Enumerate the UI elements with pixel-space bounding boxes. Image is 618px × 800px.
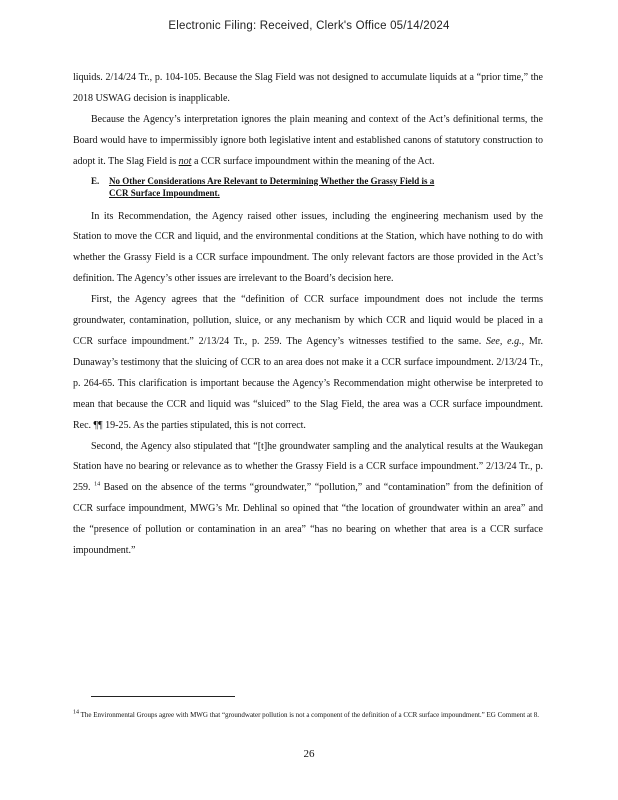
section-heading-line-2: CCR Surface Impoundment. [109,187,220,198]
paragraph-first-tail: , Mr. Dunaway’s testimony that the sluicing of CCR to an area does not make it a CCR surface impoundment. 2/13/24 Tr., p. 264-65. This clarification is important because the Agency’s Recommendation might otherwise be interpreted to mean that because the CCR and liquid was “sluiced” to the Slag Field, the area was a CCR surface impoundment. Rec. ¶¶ 19-25. As the parties stipulated, this is not correct. [73,335,543,431]
footnote-number: 14 [73,709,79,716]
electronic-filing-stamp: Electronic Filing: Received, Clerk's Office 05/14/2024 [168,20,450,32]
section-heading-e [91,175,543,199]
paragraph-first-text: First, the Agency agrees that the “definition of CCR surface impoundment does not include the terms groundwater, contamination, pollution, sluice, or any mechanism by which CCR and liquid would be placed in a CCR surface impoundment.” 2/13/24 Tr., p. 259. The Agency’s witnesses testified to the same. [73,294,543,347]
paragraph-first [73,290,543,436]
document-body [73,68,543,562]
footnote-reference-14[interactable]: 14 [94,481,101,488]
emphasis-not: not [178,155,192,167]
footnote-14 [73,710,543,720]
paragraph-second [73,437,543,562]
citation-eg: , e.g. [499,335,522,347]
paragraph-agency-interpretation-text: Because the Agency’s interpretation ignores the plain meaning and context of the Act’s definitional terms, the Board would have to impermissibly ignore both legislative intent and established canons of statutory construction to adopt it. The Slag Field is [73,113,543,167]
footnote-text: The Environmental Groups agree with MWG that “groundwater pollution is not a component of the definition of a CCR surface impoundment.” EG Comment at 8. [79,711,540,719]
paragraph-second-tail: Based on the absence of the terms “groundwater,” “pollution,” and “contamination” from the definition of CCR surface impoundment, MWG’s Mr. Dehlinal so opined that “the location of groundwater within an area” and the “presence of pollution or contamination in an area” “has no bearing on whether that area is a CCR surface impoundment.” [73,482,544,557]
page-number: 26 [303,748,315,760]
paragraph-agency-interpretation-tail: a CCR surface impoundment within the meaning of the Act. [191,155,435,167]
paragraph-agency-interpretation [73,110,543,173]
section-heading-line-1: No Other Considerations Are Relevant to Determining Whether the Grassy Field is a [109,175,435,186]
section-heading-number: E. [91,175,100,186]
paragraph-recommendation: In its Recommendation, the Agency raised other issues, including the engineering mechanism used by the Station to move the CCR and liquid, and the environmental conditions at the Station, which have nothing to do with whether the Grassy Field is a CCR surface impoundment. The only relevant factors are those provided in the Act’s definition. The Agency’s other issues are irrelevant to the Board’s decision here. [73,210,543,285]
paragraph-liquids: liquids. 2/14/24 Tr., p. 104-105. Because the Slag Field was not designed to accumulate liquids at a “prior time,” the 2018 USWAG decision is inapplicable. [73,72,543,104]
footnote-divider [91,696,235,697]
paragraph-second-text: Second, the Agency also stipulated that “[t]he groundwater sampling and the analytical results at the Waukegan Station have no bearing or relevance as to whether the Grassy Field is a CCR surface impoundment.” 2/13/24 Tr., p. 259. [73,440,543,494]
citation-see: See [485,335,500,347]
